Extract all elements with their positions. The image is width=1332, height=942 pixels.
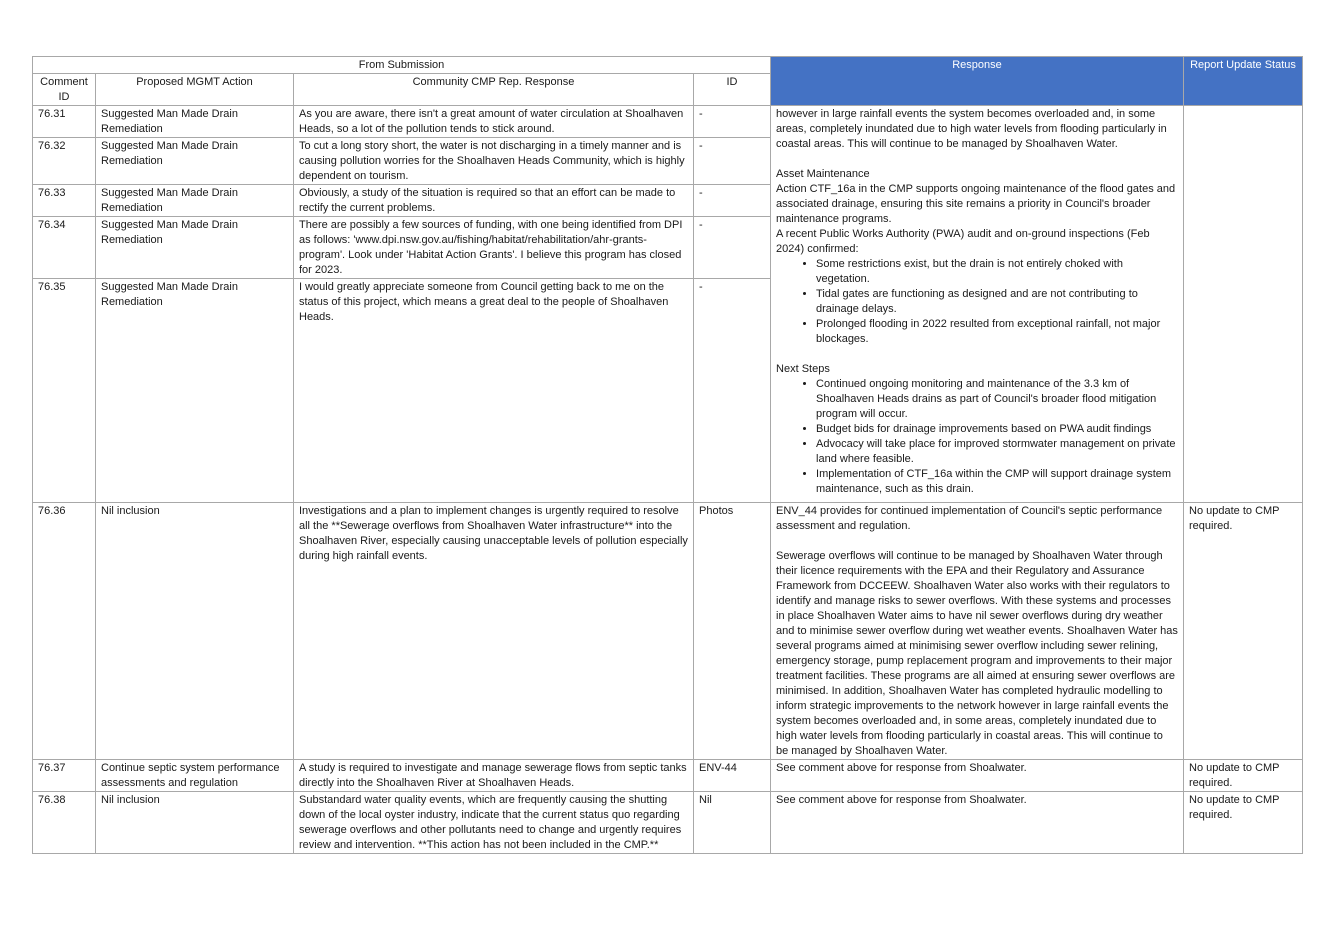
- response-intro: however in large rainfall events the system becomes overloaded and, in some areas, completely inundated due to high water levels from flooding particularly in coastal areas. This will continue to be managed by Shoalhaven Water.: [776, 108, 1167, 150]
- response-cell: [771, 503, 1184, 760]
- status-cell: [1184, 106, 1303, 503]
- comment-id-cell: 76.36: [33, 503, 96, 760]
- comment-id-cell: 76.32: [33, 138, 96, 185]
- id-cell: -: [694, 138, 771, 185]
- response-cell: See comment above for response from Shoalwater.: [771, 760, 1184, 792]
- community-cell: Investigations and a plan to implement changes is urgently required to resolve all the **Sewerage overflows from Shoalhaven Water infrastructure** into the Shoalhaven River, especially causing unacceptable levels of pollution especially during high rainfall events.: [294, 503, 694, 760]
- action-cell: Suggested Man Made Drain Remediation: [96, 217, 294, 279]
- status-cell: No update to CMP required.: [1184, 760, 1303, 792]
- table-row: [33, 106, 1303, 138]
- community-cell: There are possibly a few sources of funding, with one being identified from DPI as follows: 'www.dpi.nsw.gov.au/fishing/habitat/rehabilitation/ahr-grants-program'. Look under 'Habitat Action Grants'. I believe this program has closed for 2023.: [294, 217, 694, 279]
- list-item: • Continued ongoing monitoring and maintenance of the 3.3 km of Shoalhaven Heads drains as part of Council's broader flood mitigation program will occur.: [816, 377, 1178, 422]
- community-cell: To cut a long story short, the water is not discharging in a timely manner and is causing pollution worries for the Shoalhaven Heads Community, which is highly dependent on tourism.: [294, 138, 694, 185]
- community-cell: A study is required to investigate and manage sewerage flows from septic tanks directly into the Shoalhaven River at Shoalhaven Heads.: [294, 760, 694, 792]
- from-submission-header: From Submission: [33, 57, 771, 74]
- status-cell: No update to CMP required.: [1184, 503, 1303, 760]
- asset-heading: Asset Maintenance: [776, 168, 870, 180]
- community-response-header: Community CMP Rep. Response: [294, 74, 694, 106]
- comment-id-cell: 76.35: [33, 279, 96, 503]
- comment-id-cell: 76.31: [33, 106, 96, 138]
- id-cell: -: [694, 217, 771, 279]
- action-cell: Nil inclusion: [96, 792, 294, 854]
- comment-id-cell: 76.34: [33, 217, 96, 279]
- next-steps-heading: Next Steps: [776, 363, 830, 375]
- response-cell: See comment above for response from Shoalwater.: [771, 792, 1184, 854]
- id-cell: -: [694, 106, 771, 138]
- response-header: Response: [771, 57, 1184, 106]
- action-cell: Suggested Man Made Drain Remediation: [96, 279, 294, 503]
- report-status-header: Report Update Status: [1184, 57, 1303, 106]
- status-cell: No update to CMP required.: [1184, 792, 1303, 854]
- list-item: • Prolonged flooding in 2022 resulted from exceptional rainfall, not major blockages.: [816, 317, 1178, 347]
- action-cell: Suggested Man Made Drain Remediation: [96, 138, 294, 185]
- response-paragraph: ENV_44 provides for continued implementation of Council's septic performance assessment and regulation.: [776, 505, 1163, 532]
- id-cell: ENV-44: [694, 760, 771, 792]
- audit-list: [776, 257, 1178, 347]
- submission-response-table: [32, 56, 1303, 854]
- response-paragraph: Sewerage overflows will continue to be managed by Shoalhaven Water through their licence requirements with the EPA and their Regulatory and Assurance Framework from DCCEEW. Shoalhaven Water also works with their regulators to identify and manage risks to sewer overflows. With these systems and processes in place Shoalhaven Water aims to have nil sewer overflows during dry weather and to minimise sewer overflow during wet weather events. Shoalhaven Water has several programs aimed at minimising sewer overflow including sewer relining, emergency storage, pump replacement program and improvements to their major treatment facilities. These programs are all aimed at ensuring sewer overflows are minimised. In addition, Shoalhaven Water has completed hydraulic modelling to inform strategic improvements to the network however in large rainfall events the system becomes overloaded and, in some areas, completely inundated due to high water levels from flooding particularly in coastal areas. This will continue to be managed by Shoalhaven Water.: [776, 550, 1178, 757]
- proposed-action-header: Proposed MGMT Action: [96, 74, 294, 106]
- community-cell: Substandard water quality events, which are frequently causing the shutting down of the local oyster industry, indicate that the current status quo regarding sewerage overflows and other pollutants need to change and urgently requires review and intervention. **This action has not been included in the CMP.**: [294, 792, 694, 854]
- comment-id-cell: 76.37: [33, 760, 96, 792]
- community-cell: As you are aware, there isn't a great amount of water circulation at Shoalhaven Heads, so a lot of the pollution tends to stick around.: [294, 106, 694, 138]
- action-cell: Suggested Man Made Drain Remediation: [96, 185, 294, 217]
- next-steps-list: [776, 377, 1178, 497]
- list-item: • Implementation of CTF_16a within the CMP will support drainage system maintenance, such as this drain.: [816, 467, 1178, 497]
- table-row: [33, 760, 1303, 792]
- action-cell: Nil inclusion: [96, 503, 294, 760]
- comment-id-cell: 76.33: [33, 185, 96, 217]
- id-cell: Nil: [694, 792, 771, 854]
- comment-id-header: Comment ID: [33, 74, 96, 106]
- id-cell: -: [694, 185, 771, 217]
- list-item: • Budget bids for drainage improvements based on PWA audit findings: [816, 422, 1178, 437]
- id-cell: -: [694, 279, 771, 503]
- action-cell: Continue septic system performance assessments and regulation: [96, 760, 294, 792]
- asset-text: Action CTF_16a in the CMP supports ongoing maintenance of the flood gates and associated drainage, ensuring this site remains a priority in Council's broader maintenance programs.: [776, 183, 1176, 225]
- comment-id-cell: 76.38: [33, 792, 96, 854]
- list-item: • Tidal gates are functioning as designed and are not contributing to drainage delays.: [816, 287, 1178, 317]
- list-item: • Advocacy will take place for improved stormwater management on private land where feasible.: [816, 437, 1178, 467]
- community-cell: Obviously, a study of the situation is required so that an effort can be made to rectify the current problems.: [294, 185, 694, 217]
- id-header: ID: [694, 74, 771, 106]
- merged-response-cell: [771, 106, 1184, 503]
- table-row: [33, 792, 1303, 854]
- audit-text: A recent Public Works Authority (PWA) audit and on-ground inspections (Feb 2024) confirmed:: [776, 228, 1150, 255]
- community-cell: I would greatly appreciate someone from Council getting back to me on the status of this project, which means a great deal to the people of Shoalhaven Heads.: [294, 279, 694, 503]
- action-cell: Suggested Man Made Drain Remediation: [96, 106, 294, 138]
- id-cell: Photos: [694, 503, 771, 760]
- table-row: [33, 503, 1303, 760]
- list-item: • Some restrictions exist, but the drain is not entirely choked with vegetation.: [816, 257, 1178, 287]
